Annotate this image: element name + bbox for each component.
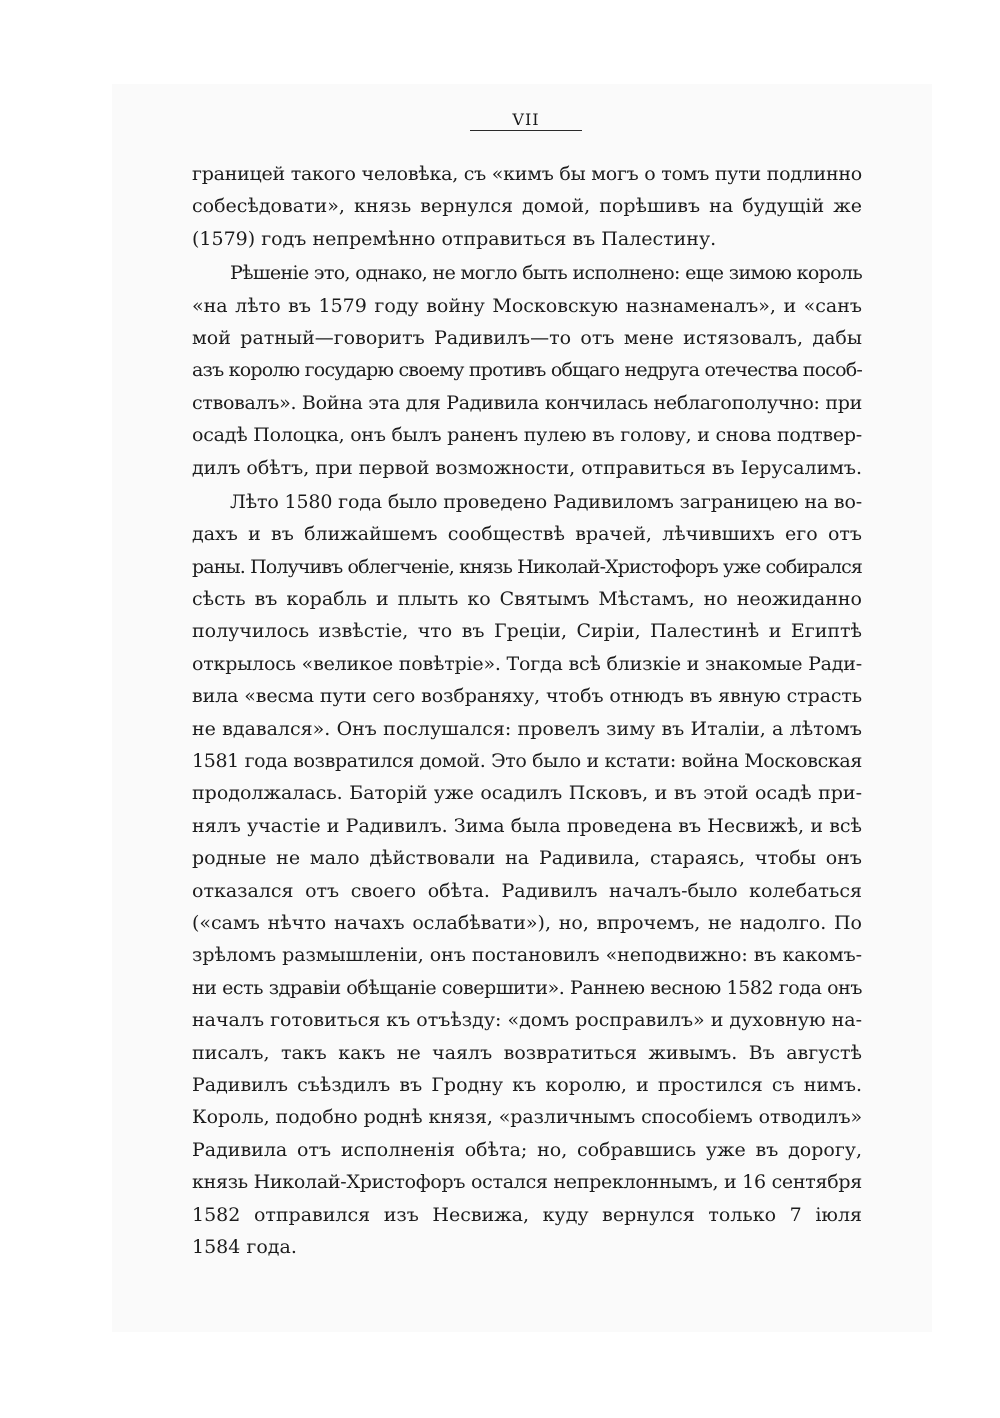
text-line: мой ратный—говоритъ Радивилъ—то отъ мене истязовалъ, дабы	[192, 326, 862, 349]
text-line: вила «весма пути сего возбраняху, чтобъ отнюдъ въ явную страсть	[192, 685, 862, 708]
text-line: не вдавался». Онъ послушался: провелъ зиму въ Италіи, а лѣтомъ	[192, 717, 862, 740]
text-line: Радивила отъ исполненія обѣта; но, собравшись уже въ дорогу,	[192, 1138, 862, 1161]
text-line: нялъ участіе и Радивилъ. Зима была проведена въ Несвижѣ, и всѣ	[192, 814, 862, 837]
text-line: Лѣто 1580 года было проведено Радивиломъ заграницею на во-	[230, 490, 862, 513]
text-line: собесѣдовати», князь вернулся домой, порѣшивъ на будущій же	[192, 195, 862, 218]
text-line: отказался отъ своего обѣта. Радивилъ началъ-было колебаться	[192, 879, 862, 902]
text-line: получилось извѣстіе, что въ Греціи, Сиріи, Палестинѣ и Египтѣ	[192, 620, 862, 643]
text-line: 1581 года возвратился домой. Это было и кстати: война Московская	[192, 750, 862, 773]
text-line: Король, подобно роднѣ князя, «различнымъ способіемъ отводилъ»	[192, 1106, 862, 1129]
text-line: писалъ, такъ какъ не чаялъ возвратиться живымъ. Въ августѣ	[192, 1041, 862, 1064]
text-line: границей такого человѣка, съ «кимъ бы могъ о томъ пути подлинно	[192, 163, 862, 185]
text-line: зрѣломъ размышленіи, онъ постановилъ «неподвижно: въ какомъ-	[192, 944, 862, 967]
paragraph	[192, 158, 862, 255]
text-line: 1582 отправился изъ Несвижа, куду вернулся только 7 іюля	[192, 1203, 862, 1226]
text-line: ни есть здравіи обѣщаніе совершити». Раннею весною 1582 года онъ	[192, 976, 862, 999]
paragraph	[192, 486, 862, 1263]
text-line: Радивилъ съѣздилъ въ Гродну къ королю, и простился съ нимъ.	[192, 1073, 862, 1096]
text-line: Рѣшеніе это, однако, не могло быть исполнено: еще зимою король	[230, 262, 863, 285]
text-line: сѣсть въ корабль и плыть ко Святымъ Мѣстамъ, но неожиданно	[192, 588, 862, 611]
text-line: началъ готовиться къ отъѣзду: «домъ росправилъ» и духовную на-	[192, 1009, 862, 1032]
text-line: раны. Получивъ облегченіе, князь Николай-Христофоръ уже собирался	[192, 555, 862, 578]
text-line: осадѣ Полоцка, онъ былъ раненъ пулею въ голову, и снова подтвер-	[192, 424, 862, 447]
text-line: «на лѣто въ 1579 году войну Московскую назнаменалъ», и «санъ	[192, 294, 862, 317]
header-rule	[470, 130, 582, 131]
text-line: дилъ обѣтъ, при первой возможности, отправиться въ Іерусалимъ.	[192, 456, 862, 479]
text-line: 1584 года.	[192, 1235, 297, 1258]
text-line: («самъ нѣчто начахъ ослабѣвати»), но, впрочемъ, не надолго. По	[192, 911, 862, 934]
page-number: VII	[512, 110, 540, 129]
text-line: продолжалась. Баторій уже осадилъ Псковъ, и въ этой осадѣ при-	[192, 782, 862, 805]
body-text	[192, 158, 862, 1263]
text-line: (1579) годъ непремѣнно отправиться въ Палестину.	[192, 227, 717, 250]
text-line: азъ королю государю своему противъ общагo недруга отечества пособ-	[192, 359, 862, 382]
text-line: открылось «великое повѣтріе». Тогда всѣ близкіе и знакомые Ради-	[192, 652, 862, 675]
text-line: дахъ и въ ближайшемъ сообществѣ врачей, лѣчившихъ его отъ	[192, 523, 862, 546]
text-line: князь Николай-Христофоръ остался непреклоннымъ, и 16 сентября	[192, 1171, 862, 1194]
text-line: ствовалъ». Война эта для Радивила кончилась неблагополучно: при	[192, 391, 862, 414]
paragraph	[192, 257, 862, 484]
text-line: родные не мало дѣйствовали на Радивила, стараясь, чтобы онъ	[192, 847, 862, 870]
